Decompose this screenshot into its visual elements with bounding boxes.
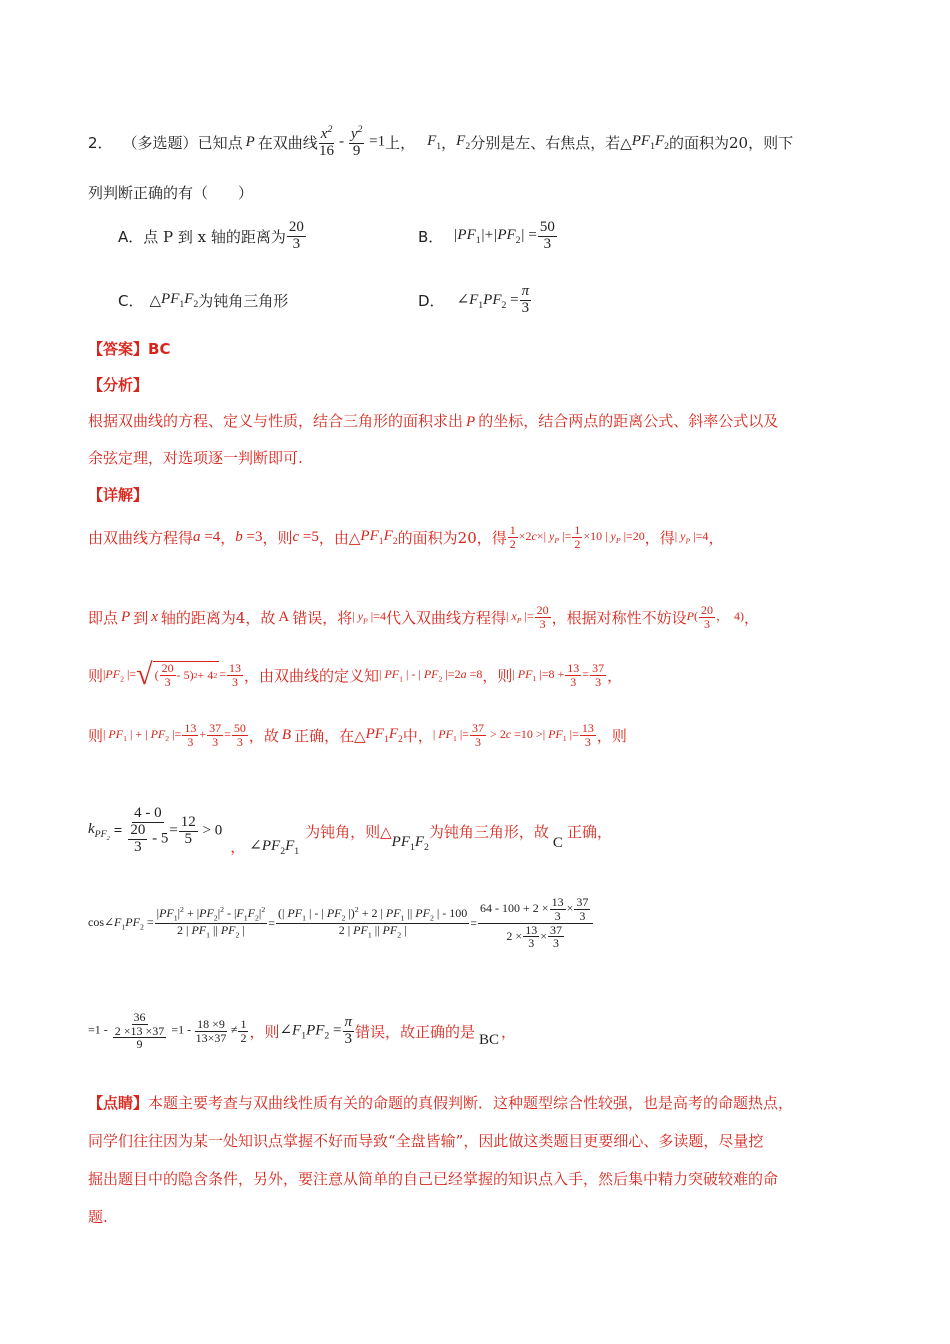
- comment-line-4: 题.: [88, 1208, 108, 1226]
- comment-line-1: 【点睛】本题主要考查与双曲线性质有关的命题的真假判断．这种题型综合性较强，也是高考的命题热点，: [88, 1094, 794, 1112]
- answer-line: 【答案】BC: [88, 340, 171, 358]
- detail-line-1: 由双曲线方程得 a =4 ， b =3 ，则 c =5 ，由△ $PF_1F_2$ 的面积为20，得 $\frac{1}{2}$ ×2c×| $y_P$ |= $\frac{1}{2}$ ×10 | $y_P$ |=20 ，得 | $y_P$ |=4 ，: [88, 522, 724, 551]
- comment-line-3: 掘出题目中的隐含条件，另外，要注意从简单的自己已经掌握的知识点入手，然后集中精力突破较难的命: [88, 1170, 779, 1188]
- option-b[interactable]: B． $|PF_1|+|PF_2|$ = $\frac{50}{3}$: [418, 218, 555, 252]
- option-c[interactable]: C． △ $PF_1F_2$ 为钝角三角形: [118, 290, 289, 310]
- detail-line-6: $\cos\angle F_1PF_2$ = $\frac{|PF_1|^2 + |PF_2|^2 - |F_1F_2|^2}{2 | PF_1 || PF_2 |}$ = $\frac{(| PF_1 | - | PF_2 |)^2 + 2 | PF_1 || PF_2 | - 100}{2 | PF_1 || PF_2 |}$ = 64 - 100 + 2 × $\frac{13}{3}$ × $\frac{37}{3}$ 2 × $\frac{13}{3}$ × $\frac{37}{3}$: [88, 886, 594, 960]
- option-d[interactable]: D． $\angle F_1PF_2$ = $\frac{\pi}{3}$: [418, 282, 530, 316]
- detail-line-5: $k_{PF_2}$ = 4 - 0 $\frac{20}{3}$ - 5 = $\frac{12}{5}$ > 0 ， $\angle PF_2F_1$ 为钝角，则△ $PF_1F_2$ 为钝角三角形，故 C 正确，: [88, 805, 612, 857]
- analysis-line-1: 根据双曲线的方程、定义与性质，结合三角形的面积求出 P 的坐标，结合两点的距离公式、斜率公式以及: [88, 412, 779, 430]
- detail-heading: 【详解】: [88, 486, 149, 504]
- question-tag: （多选题）: [122, 133, 198, 152]
- option-a[interactable]: A． 点 P 到 x 轴的距离为 $\frac{20}{3}$: [118, 218, 304, 252]
- question-line-1: 2． （多选题） 已知点 P 在双曲线 $\frac{x^2}{16}$ - $\frac{y^2}{9}$ =1 上， $F_1$ ， $F_2$ 分别是左、右焦点，若△ $PF_1F_2$ 的面积为20，则下: [88, 123, 794, 159]
- detail-line-3: 则 $|PF_2$ |= √ ( $\frac{20}{3}$ - 5) 2 + 4 2 = $\frac{13}{3}$ ，由双曲线的定义知 | $PF_1$ | - | $PF_2$ |=2a =8 ，则 | $PF_1$ |=8 + $\frac{13}{3}$ = $\frac{37}{3}$ ，: [88, 658, 623, 691]
- question-line-2: 列判断正确的有（ ）: [88, 184, 254, 202]
- comment-line-2: 同学们往往因为某一处知识点掌握不好而导致“全盘皆输”，因此做这类题目更要细心、多读题，尽量挖: [88, 1132, 764, 1150]
- detail-line-2: 即点 P 到 x 轴的距离为4，故 A 错误，将 | $y_P$ |=4 代入双曲线方程得 | $x_P$ |= $\frac{20}{3}$ ，根据对称性不妨设 P( $\frac{20}{3}$ ， 4) ，: [88, 602, 760, 631]
- detail-line-4: 则 | $PF_1$ | + | $PF_2$ |= $\frac{13}{3}$ + $\frac{37}{3}$ = $\frac{50}{3}$ ，故 B 正确，在△ $PF_1F_2$ 中， | $PF_1$ |= $\frac{37}{3}$ > 2c =10 >| $PF_1$ |= $\frac{13}{3}$ ，则: [88, 720, 627, 749]
- answer-value: BC: [148, 340, 171, 358]
- analysis-line-2: 余弦定理，对选项逐一判断即可.: [88, 449, 303, 467]
- hyperbola-equation: $\frac{x^2}{16}$ - $\frac{y^2}{9}$ =1: [319, 123, 386, 159]
- question-number: 2．: [88, 133, 113, 152]
- detail-line-7: =1 - $\frac{36}{\frac{2 \times 13 \times 37}{9}}$ =1 - $\frac{18 \times 9}{13\times 37}$ ≠ $\frac{1}{2}$ ，则 $\angle F_1PF_2$ = $\frac{\pi}{3}$ 错误，故正确的是 BC ，: [88, 1010, 517, 1052]
- analysis-heading: 【分析】: [88, 376, 149, 394]
